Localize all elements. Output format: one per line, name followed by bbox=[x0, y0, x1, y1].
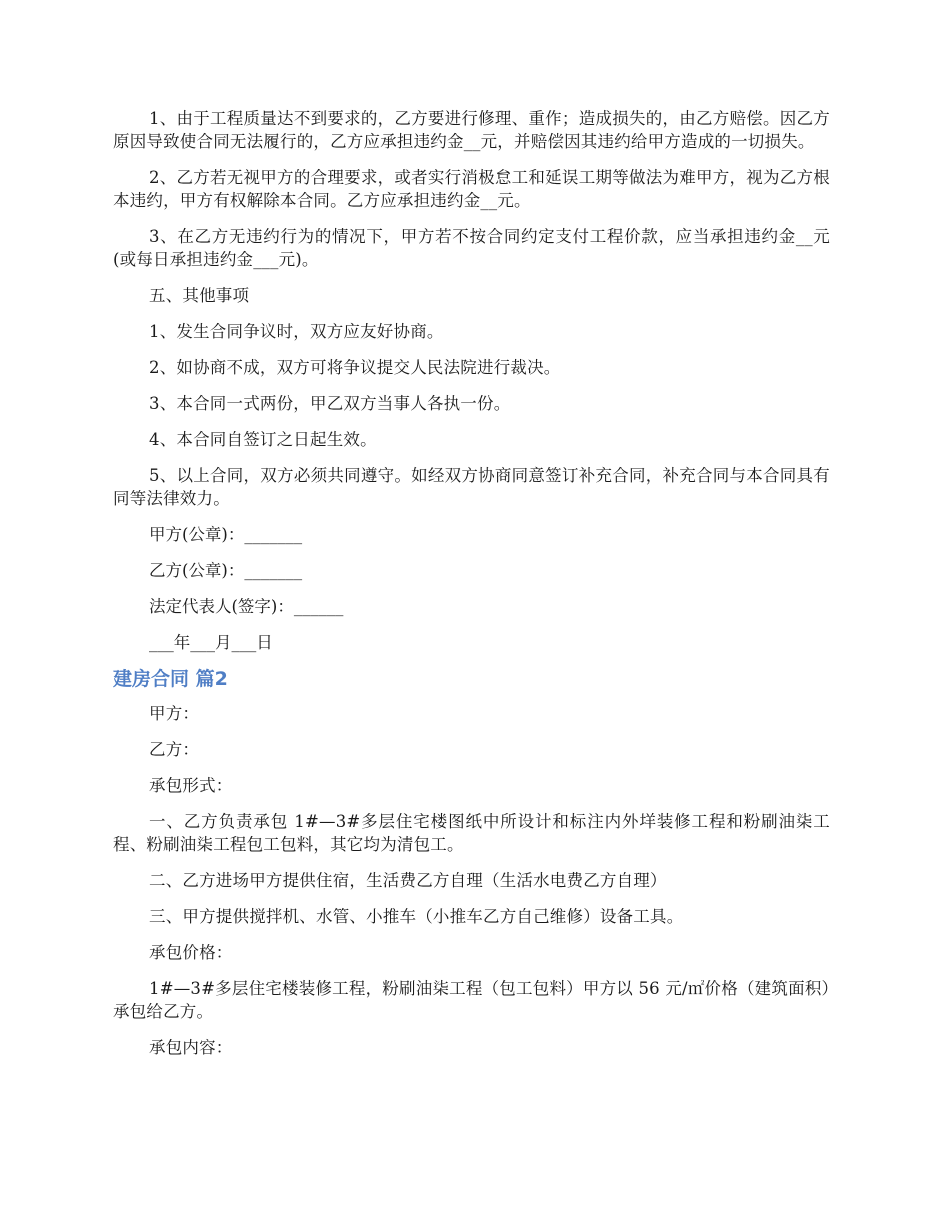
clause-paragraph: 2、乙方若无视甲方的合理要求，或者实行消极怠工和延误工期等做法为难甲方，视为乙方根本违约，甲方有权解除本合同。乙方应承担违约金__元。 bbox=[113, 168, 830, 210]
clause-paragraph: 三、甲方提供搅拌机、水管、小推车（小推车乙方自己维修）设备工具。 bbox=[149, 907, 684, 926]
content-label: 承包内容： bbox=[149, 1038, 233, 1057]
clause-paragraph: 1、由于工程质量达不到要求的，乙方要进行修理、重作；造成损失的，由乙方赔偿。因乙方原因导致使合同无法履行的，乙方应承担违约金__元，并赔偿因其违约给甲方造成的一切损失。 bbox=[113, 109, 830, 151]
price-label: 承包价格： bbox=[149, 943, 233, 962]
clause-paragraph: 一、乙方负责承包 1#—3#多层住宅楼图纸中所设计和标注内外垟装修工程和粉刷油柒工程、粉刷油柒工程包工包料，其它均为清包工。 bbox=[113, 812, 830, 854]
clause-paragraph: 3、在乙方无违约行为的情况下，甲方若不按合同约定支付工程价款，应当承担违约金__元(或每日承担违约金___元)。 bbox=[113, 227, 830, 269]
clause-paragraph: 1、发生合同争议时，双方应友好协商。 bbox=[149, 322, 444, 341]
price-paragraph: 1#—3#多层住宅楼装修工程，粉刷油柒工程（包工包料）甲方以 56 元/㎡价格（建筑面积）承包给乙方。 bbox=[113, 979, 830, 1021]
party-b-seal-line: 乙方(公章)：_______ bbox=[149, 561, 303, 580]
legal-representative-line: 法定代表人(签字)：______ bbox=[149, 597, 344, 616]
clause-paragraph: 4、本合同自签订之日起生效。 bbox=[149, 430, 377, 449]
contract-heading: 建房合同 篇2 bbox=[113, 668, 228, 690]
clause-paragraph: 二、乙方进场甲方提供住宿，生活费乙方自理（生活水电费乙方自理） bbox=[149, 871, 667, 890]
clause-paragraph: 3、本合同一式两份，甲乙双方当事人各执一份。 bbox=[149, 394, 511, 413]
party-a-field: 甲方： bbox=[149, 704, 200, 723]
clause-paragraph: 2、如协商不成，双方可将争议提交人民法院进行裁决。 bbox=[149, 358, 561, 377]
document-page bbox=[113, 107, 830, 1072]
clause-paragraph: 5、以上合同，双方必须共同遵守。如经双方协商同意签订补充合同，补充合同与本合同具有同等法律效力。 bbox=[113, 466, 830, 508]
party-a-seal-line: 甲方(公章)：_______ bbox=[149, 525, 303, 544]
section-title: 五、其他事项 bbox=[149, 286, 250, 305]
party-b-field: 乙方： bbox=[149, 740, 200, 759]
contract-form-label: 承包形式： bbox=[149, 776, 233, 795]
date-line: ___年___月___日 bbox=[149, 633, 273, 652]
